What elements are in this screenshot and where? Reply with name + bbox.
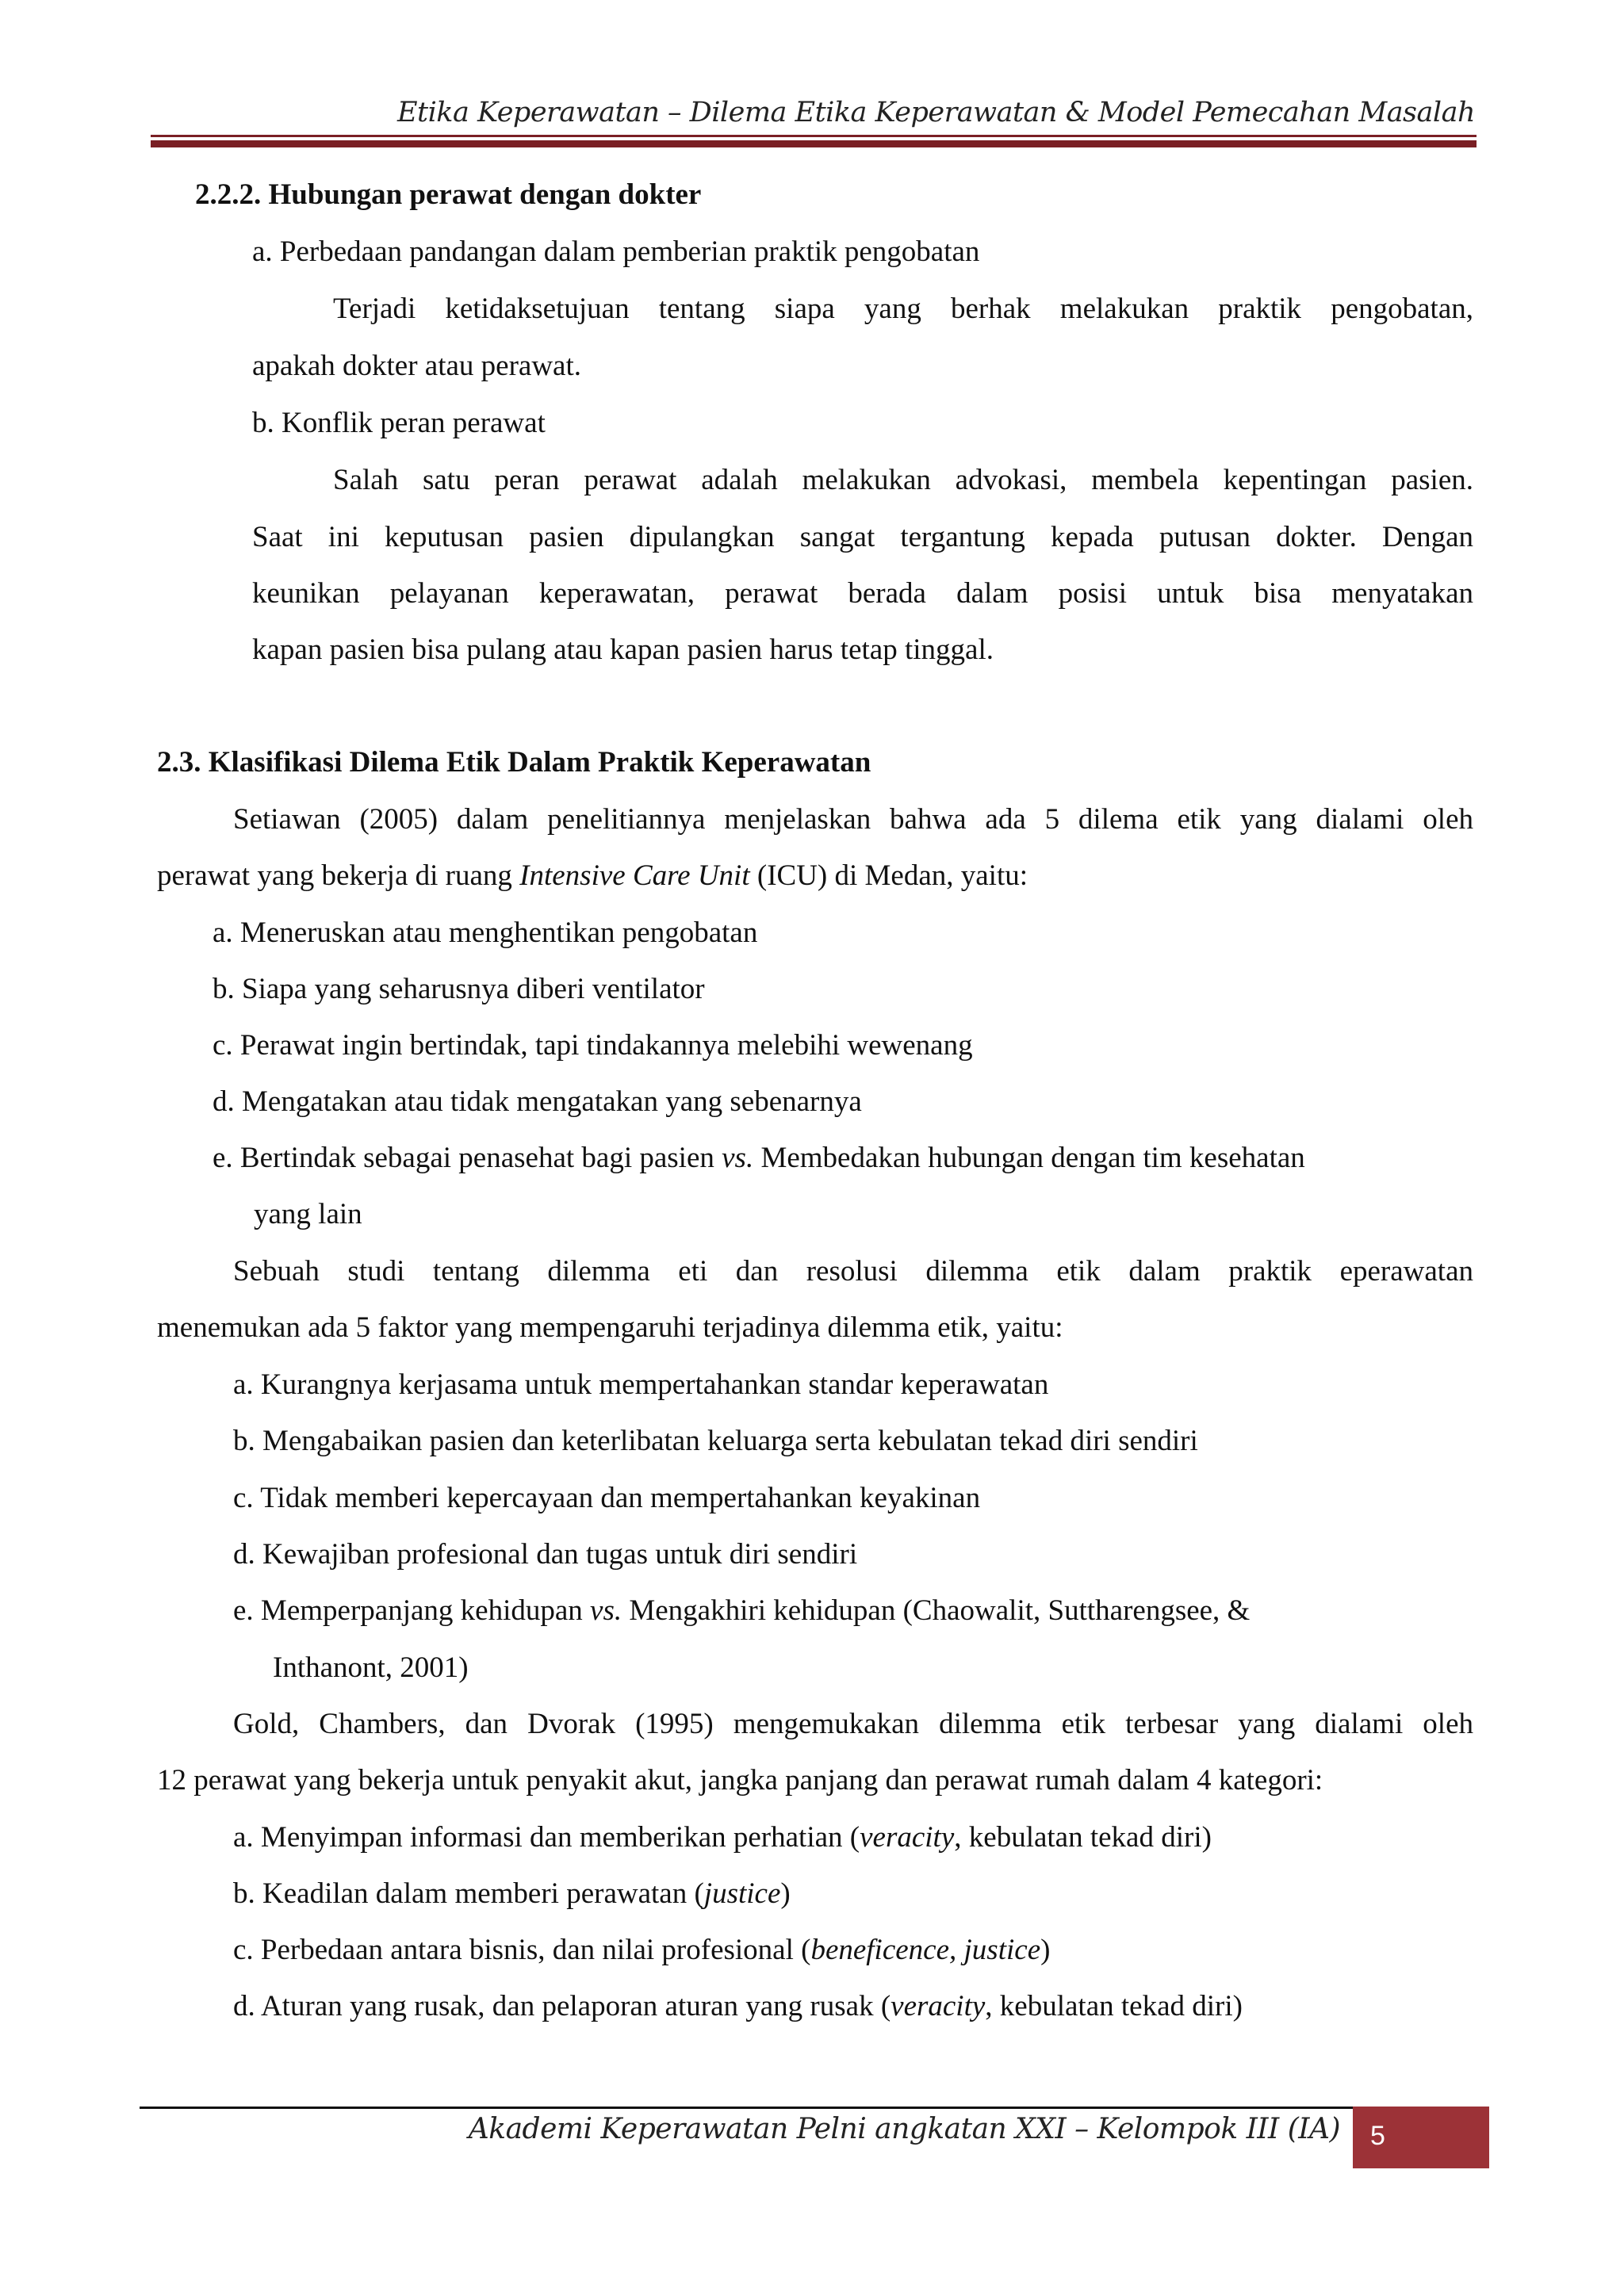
list-item: e. Bertindak sebagai penasehat bagi pasien vs. Membedakan hubungan dengan tim kesehatan <box>213 1142 1305 1174</box>
list-item: e. Memperpanjang kehidupan vs. Mengakhiri kehidupan (Chaowalit, Suttharengsee, & <box>233 1594 1251 1627</box>
paragraph-line: keunikan pelayanan keperawatan, perawat berada dalam posisi untuk bisa menyatakan <box>252 577 1473 610</box>
paragraph-line: Terjadi ketidaksetujuan tentang siapa yang berhak melakukan praktik pengobatan, <box>333 293 1473 325</box>
paragraph-line: 12 perawat yang bekerja untuk penyakit akut, jangka panjang dan perawat rumah dalam 4 kategori: <box>157 1764 1323 1797</box>
list-item-continuation: yang lain <box>254 1198 362 1230</box>
list-item: a. Perbedaan pandangan dalam pemberian praktik pengobatan <box>252 235 980 268</box>
list-item-continuation: Inthanont, 2001) <box>273 1651 469 1684</box>
list-item: c. Perbedaan antara bisnis, dan nilai profesional (beneficence, justice) <box>233 1934 1051 1966</box>
header-title: Etika Keperawatan – Dilema Etika Keperawatan & Model Pemecahan Masalah <box>396 97 1475 128</box>
paragraph-line: menemukan ada 5 faktor yang mempengaruhi terjadinya dilemma etik, yaitu: <box>157 1311 1063 1344</box>
list-item: d. Kewajiban profesional dan tugas untuk diri sendiri <box>233 1538 858 1571</box>
list-item: a. Meneruskan atau menghentikan pengobatan <box>213 916 758 949</box>
header-rule <box>151 135 1477 137</box>
footer-rule <box>140 2107 1488 2109</box>
list-item: b. Konflik peran perawat <box>252 407 546 439</box>
list-item: b. Mengabaikan pasien dan keterlibatan keluarga serta kebulatan tekad diri sendiri <box>233 1425 1198 1457</box>
footer-text: Akademi Keperawatan Pelni angkatan XXI – Kelompok III (IA) <box>468 2113 1340 2145</box>
paragraph-line: Setiawan (2005) dalam penelitiannya menjelaskan bahwa ada 5 dilema etik yang dialami oleh <box>233 803 1473 836</box>
list-item: d. Aturan yang rusak, dan pelaporan aturan yang rusak (veracity, kebulatan tekad diri) <box>233 1990 1243 2022</box>
paragraph-line: kapan pasien bisa pulang atau kapan pasien harus tetap tinggal. <box>252 633 994 666</box>
paragraph-line: perawat yang bekerja di ruang Intensive Care Unit (ICU) di Medan, yaitu: <box>157 859 1028 892</box>
header-rule-thick <box>151 140 1477 147</box>
paragraph-line: Gold, Chambers, dan Dvorak (1995) mengemukakan dilemma etik terbesar yang dialami oleh <box>233 1708 1473 1740</box>
paragraph-line: apakah dokter atau perawat. <box>252 350 582 382</box>
list-item: b. Keadilan dalam memberi perawatan (justice) <box>233 1877 791 1910</box>
paragraph-line: Salah satu peran perawat adalah melakukan advokasi, membela kepentingan pasien. <box>333 464 1473 496</box>
list-item: a. Menyimpan informasi dan memberikan perhatian (veracity, kebulatan tekad diri) <box>233 1821 1212 1854</box>
list-item: a. Kurangnya kerjasama untuk mempertahankan standar keperawatan <box>233 1368 1049 1401</box>
list-item: d. Mengatakan atau tidak mengatakan yang sebenarnya <box>213 1085 862 1118</box>
page-number: 5 <box>1370 2121 1385 2151</box>
list-item: b. Siapa yang seharusnya diberi ventilator <box>213 973 705 1005</box>
section-heading: 2.3. Klasifikasi Dilema Etik Dalam Praktik Keperawatan <box>157 746 871 779</box>
list-item: c. Tidak memberi kepercayaan dan mempertahankan keyakinan <box>233 1482 981 1514</box>
paragraph-line: Sebuah studi tentang dilemma eti dan resolusi dilemma etik dalam praktik eperawatan <box>233 1255 1473 1288</box>
paragraph-line: Saat ini keputusan pasien dipulangkan sangat tergantung kepada putusan dokter. Dengan <box>252 521 1473 553</box>
page-number-badge <box>1353 2107 1489 2168</box>
list-item: c. Perawat ingin bertindak, tapi tindakannya melebihi wewenang <box>213 1029 973 1062</box>
subsection-heading: 2.2.2. Hubungan perawat dengan dokter <box>195 178 702 211</box>
